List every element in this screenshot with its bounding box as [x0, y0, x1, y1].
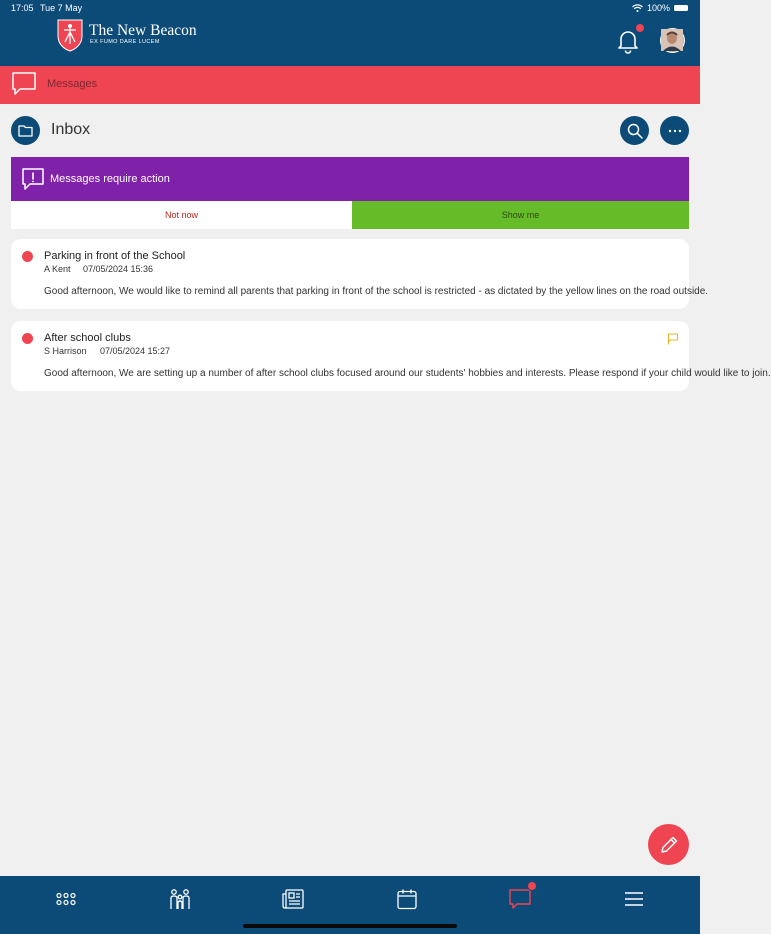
search-icon [627, 123, 643, 139]
status-time: 17:05 [11, 3, 34, 13]
message-sender: S Harrison [44, 346, 87, 356]
action-required-banner [11, 157, 689, 229]
battery-icon [674, 5, 688, 11]
message-date: 07/05/2024 15:36 [83, 264, 154, 274]
message-preview: Good afternoon, We are setting up a number of after school clubs focused around our students' hobbies and interests. Please respond if your child would like to join. [44, 368, 771, 379]
avatar[interactable] [660, 28, 685, 53]
calendar-icon [396, 888, 418, 910]
status-date: Tue 7 May [40, 3, 83, 13]
user-avatar-icon [661, 29, 683, 51]
messages-icon [508, 887, 532, 911]
news-icon [281, 888, 305, 910]
menu-icon [624, 891, 644, 907]
battery-percent: 100% [646, 3, 670, 13]
messages-badge [527, 881, 537, 891]
app-header [0, 0, 700, 66]
tab-apps[interactable] [53, 886, 79, 912]
list-item[interactable] [11, 321, 771, 391]
school-name: The New Beacon [89, 22, 197, 39]
unread-indicator [22, 333, 33, 344]
flag-icon[interactable] [667, 333, 679, 345]
crest-icon [56, 18, 84, 52]
not-now-button[interactable]: Not now [11, 201, 352, 229]
tab-family[interactable] [167, 886, 193, 912]
message-sender: A Kent [44, 264, 71, 274]
message-date: 07/05/2024 15:27 [100, 346, 171, 356]
tab-calendar[interactable] [394, 886, 420, 912]
message-preview: Good afternoon, We would like to remind all parents that parking in front of the school is restricted - as dictated by the yellow lines on the road outside. [44, 286, 709, 297]
home-indicator [243, 924, 457, 928]
messages-section-bar [0, 66, 700, 104]
message-subject: After school clubs [44, 332, 131, 344]
notification-badge [635, 23, 645, 33]
folder-icon [18, 124, 33, 137]
ellipsis-icon [668, 129, 682, 133]
show-me-button[interactable]: Show me [352, 201, 689, 229]
apps-grid-icon [56, 892, 76, 906]
list-item[interactable] [11, 239, 709, 309]
compose-button[interactable] [648, 824, 689, 865]
page-title: Inbox [51, 121, 91, 138]
message-subject: Parking in front of the School [44, 250, 186, 262]
tab-menu[interactable] [621, 886, 647, 912]
status-indicators [632, 3, 688, 13]
alert-message-icon [21, 167, 45, 191]
more-options-button[interactable] [660, 116, 689, 145]
school-motto: EX FUMO DARE LUCEM [90, 39, 160, 45]
family-icon [168, 887, 192, 911]
chat-bubble-icon [11, 71, 37, 97]
unread-indicator [22, 251, 33, 262]
school-logo [56, 18, 216, 52]
bottom-tab-bar [0, 876, 700, 934]
folders-button[interactable] [11, 116, 40, 145]
wifi-icon [632, 4, 643, 12]
action-banner-header [11, 157, 689, 201]
section-label: Messages [47, 78, 98, 90]
action-banner-text: Messages require action [50, 173, 170, 185]
pencil-icon [659, 835, 679, 855]
search-button[interactable] [620, 116, 649, 145]
tab-news[interactable] [280, 886, 306, 912]
